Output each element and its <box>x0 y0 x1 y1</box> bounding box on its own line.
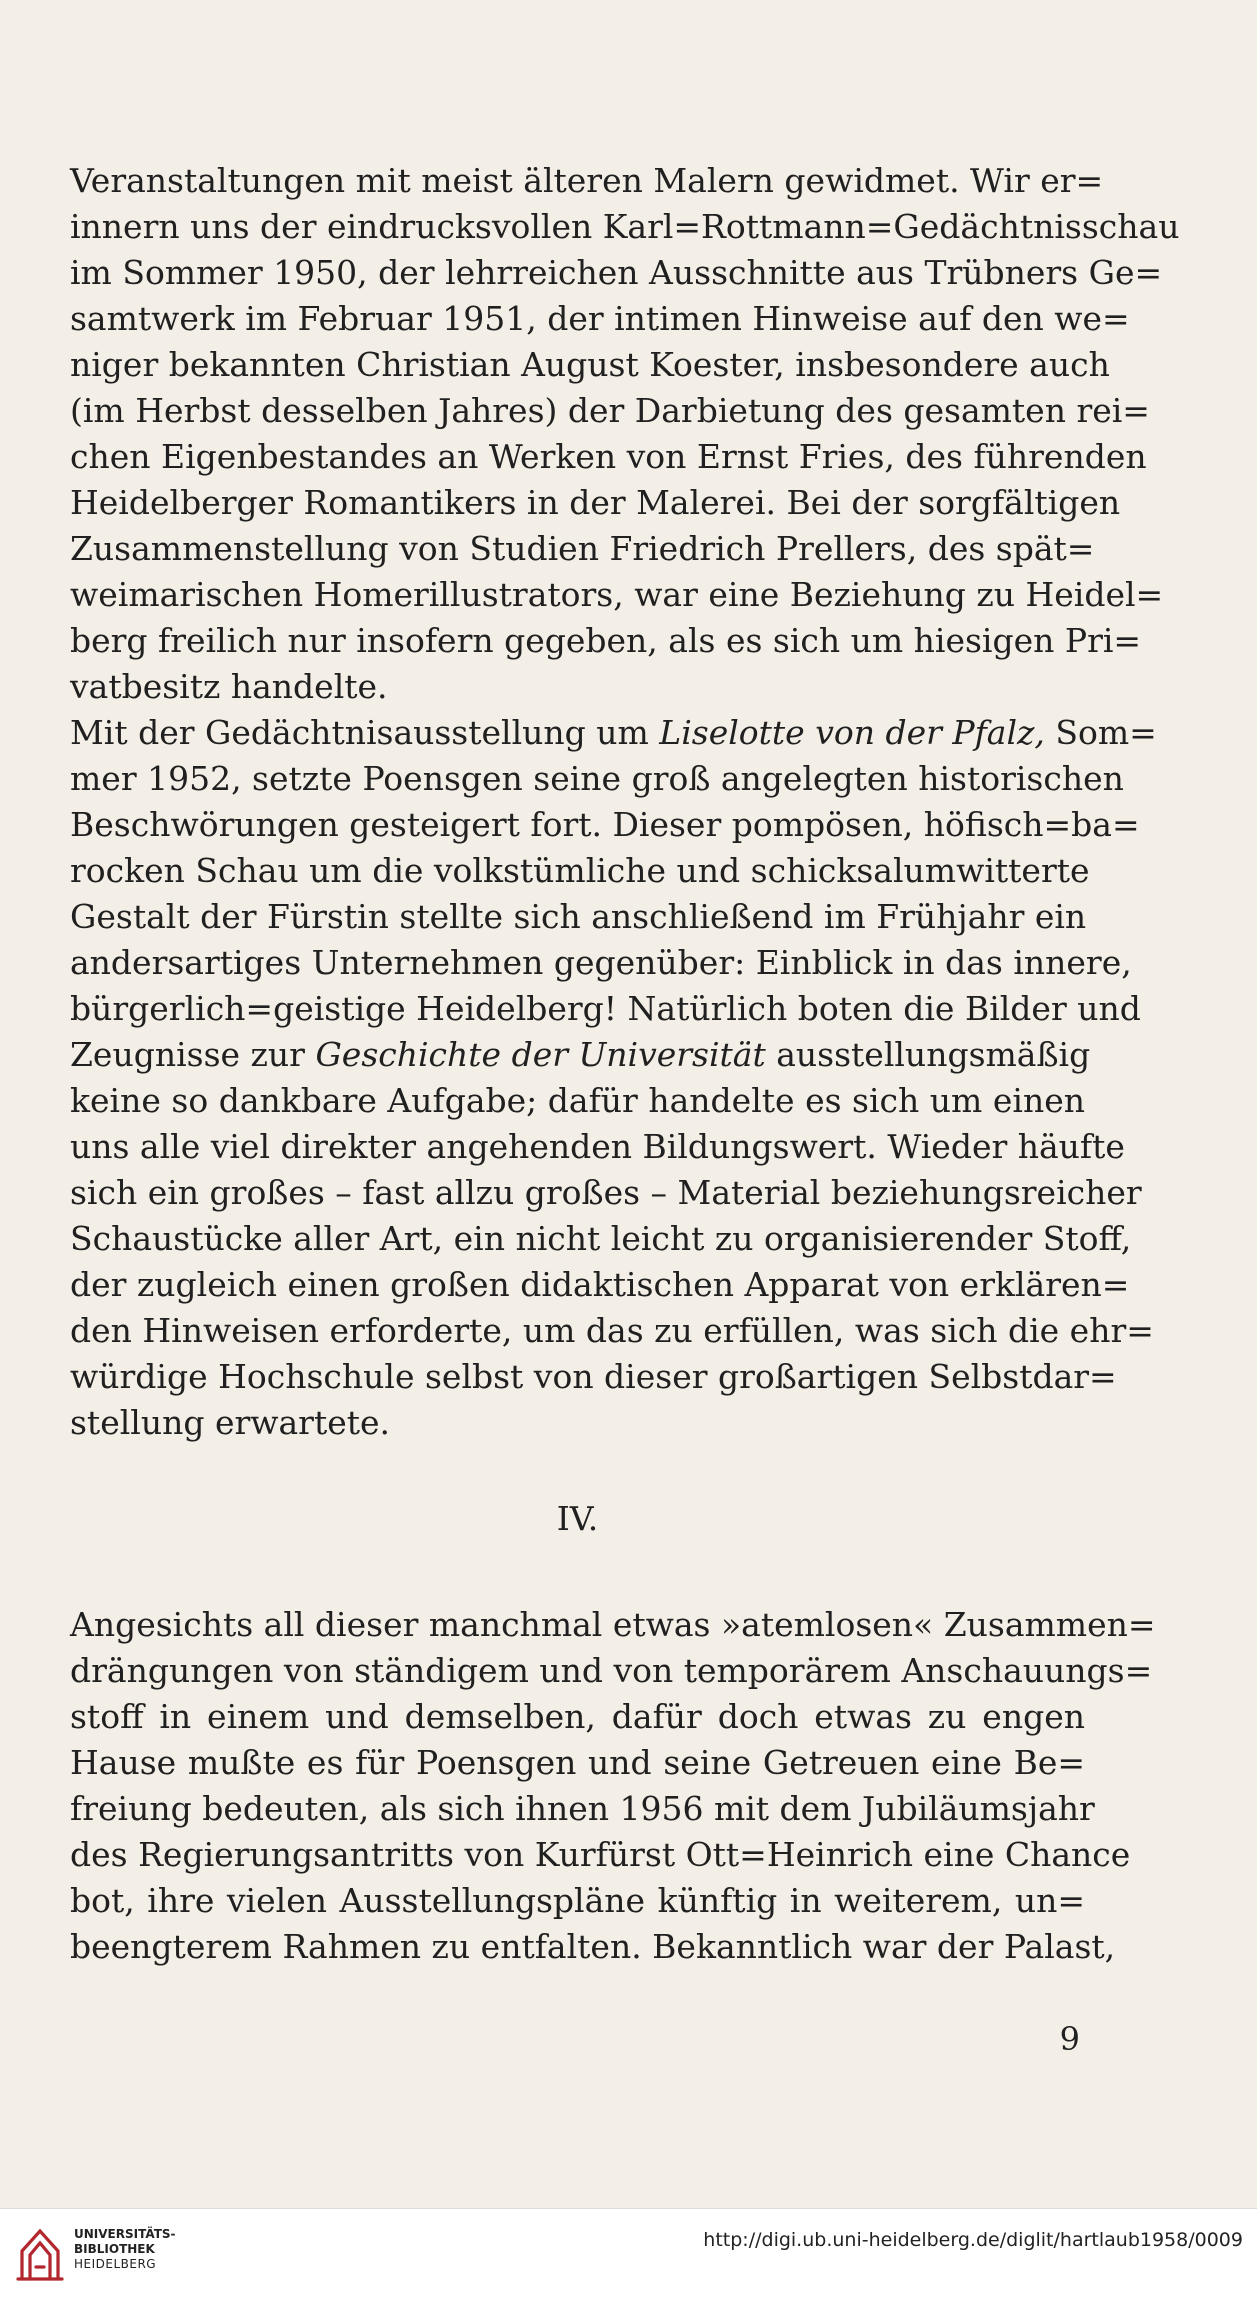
text-line: samtwerk im Februar 1951, der intimen Hinweise auf den we= <box>70 299 1130 338</box>
text-line: freiung bedeuten, als sich ihnen 1956 mit dem Jubiläumsjahr <box>70 1789 1095 1828</box>
text-line: (im Herbst desselben Jahres) der Darbietung des gesamten rei= <box>70 391 1150 430</box>
text-run: Som= <box>1044 713 1157 752</box>
section-heading: IV. <box>556 1499 599 1538</box>
text-line: Veranstaltungen mit meist älteren Malern gewidmet. Wir er= <box>70 161 1104 200</box>
text-line: bot, ihre vielen Ausstellungspläne künftig in weiterem, un= <box>70 1881 1085 1920</box>
text-line: Zusammenstellung von Studien Friedrich Prellers, des spät= <box>70 529 1095 568</box>
text-line: Angesichts all dieser manchmal etwas »atemlosen« Zusammen= <box>70 1605 1156 1644</box>
text-line: niger bekannten Christian August Koester, insbesondere auch <box>70 345 1110 384</box>
text-line: drängungen von ständigem und von temporärem Anschauungs= <box>70 1651 1153 1690</box>
text-line: würdige Hochschule selbst von dieser großartigen Selbstdar= <box>70 1357 1117 1396</box>
text-line: weimarischen Homerillustrators, war eine Beziehung zu Heidel= <box>70 575 1164 614</box>
text-line: bürgerlich=geistige Heidelberg! Natürlich boten die Bilder und <box>70 989 1141 1028</box>
page-body <box>70 158 1180 1966</box>
text-run: Mit der Gedächtnisausstellung um <box>70 713 660 752</box>
text-line: Beschwörungen gesteigert fort. Dieser pompösen, höfisch=ba= <box>70 805 1140 844</box>
text-line: berg freilich nur insofern gegeben, als es sich um hiesigen Pri= <box>70 621 1142 660</box>
text-line: vatbesitz handelte. <box>70 667 388 706</box>
library-name-line: BIBLIOTHEK <box>74 2242 155 2256</box>
text-line: stoff in einem und demselben, dafür doch etwas zu engen <box>70 1697 1085 1736</box>
text-line: chen Eigenbestandes an Werken von Ernst Fries, des führenden <box>70 437 1147 476</box>
text-line: im Sommer 1950, der lehrreichen Ausschnitte aus Trübners Ge= <box>70 253 1163 292</box>
footer-bar <box>0 2208 1257 2298</box>
text-line <box>70 710 1157 756</box>
text-line: stellung erwartete. <box>70 1403 391 1442</box>
library-name <box>74 2227 176 2272</box>
text-line: innern uns der eindrucksvollen Karl=Rottmann=Gedächtnisschau <box>70 207 1180 246</box>
text-line: uns alle viel direkter angehenden Bildungswert. Wieder häufte <box>70 1127 1125 1166</box>
text-line: rocken Schau um die volkstümliche und schicksalumwitterte <box>70 851 1090 890</box>
text-line: sich ein großes – fast allzu großes – Material beziehungsreicher <box>70 1173 1142 1212</box>
text-line: keine so dankbare Aufgabe; dafür handelte es sich um einen <box>70 1081 1085 1120</box>
page-number: 9 <box>1059 2020 1080 2058</box>
text-line: Gestalt der Fürstin stellte sich anschließend im Frühjahr ein <box>70 897 1087 936</box>
library-name-line: UNIVERSITÄTS- <box>74 2227 176 2241</box>
text-line <box>70 1032 1091 1078</box>
text-line: Hause mußte es für Poensgen und seine Getreuen eine Be= <box>70 1743 1085 1782</box>
text-line: der zugleich einen großen didaktischen Apparat von erklären= <box>70 1265 1130 1304</box>
paragraph-1 <box>70 158 1180 710</box>
university-seal-icon <box>14 2223 66 2285</box>
text-line: beengterem Rahmen zu entfalten. Bekanntlich war der Palast, <box>70 1927 1116 1966</box>
text-line: des Regierungsantritts von Kurfürst Ott=Heinrich eine Chance <box>70 1835 1131 1874</box>
text-line: Heidelberger Romantikers in der Malerei. Bei der sorgfältigen <box>70 483 1121 522</box>
text-line: den Hinweisen erforderte, um das zu erfüllen, was sich die ehr= <box>70 1311 1154 1350</box>
text-line: Schaustücke aller Art, ein nicht leicht zu organisierender Stoff, <box>70 1219 1132 1258</box>
text-run: Zeugnisse zur <box>70 1035 316 1074</box>
source-url-link[interactable]: http://digi.ub.uni-heidelberg.de/diglit/hartlaub1958/0009 <box>703 2229 1243 2251</box>
italic-title-liselotte: Liselotte von der Pfalz, <box>659 713 1045 752</box>
text-line: andersartiges Unternehmen gegenüber: Einblick in das innere, <box>70 943 1132 982</box>
italic-title-universitaet: Geschichte der Universität <box>315 1035 766 1074</box>
text-run: ausstellungsmäßig <box>765 1035 1091 1074</box>
paragraph-3 <box>70 1602 1156 1970</box>
text-line: mer 1952, setzte Poensgen seine groß angelegten historischen <box>70 759 1124 798</box>
library-city: HEIDELBERG <box>74 2257 157 2271</box>
paragraph-2 <box>70 710 1157 1446</box>
